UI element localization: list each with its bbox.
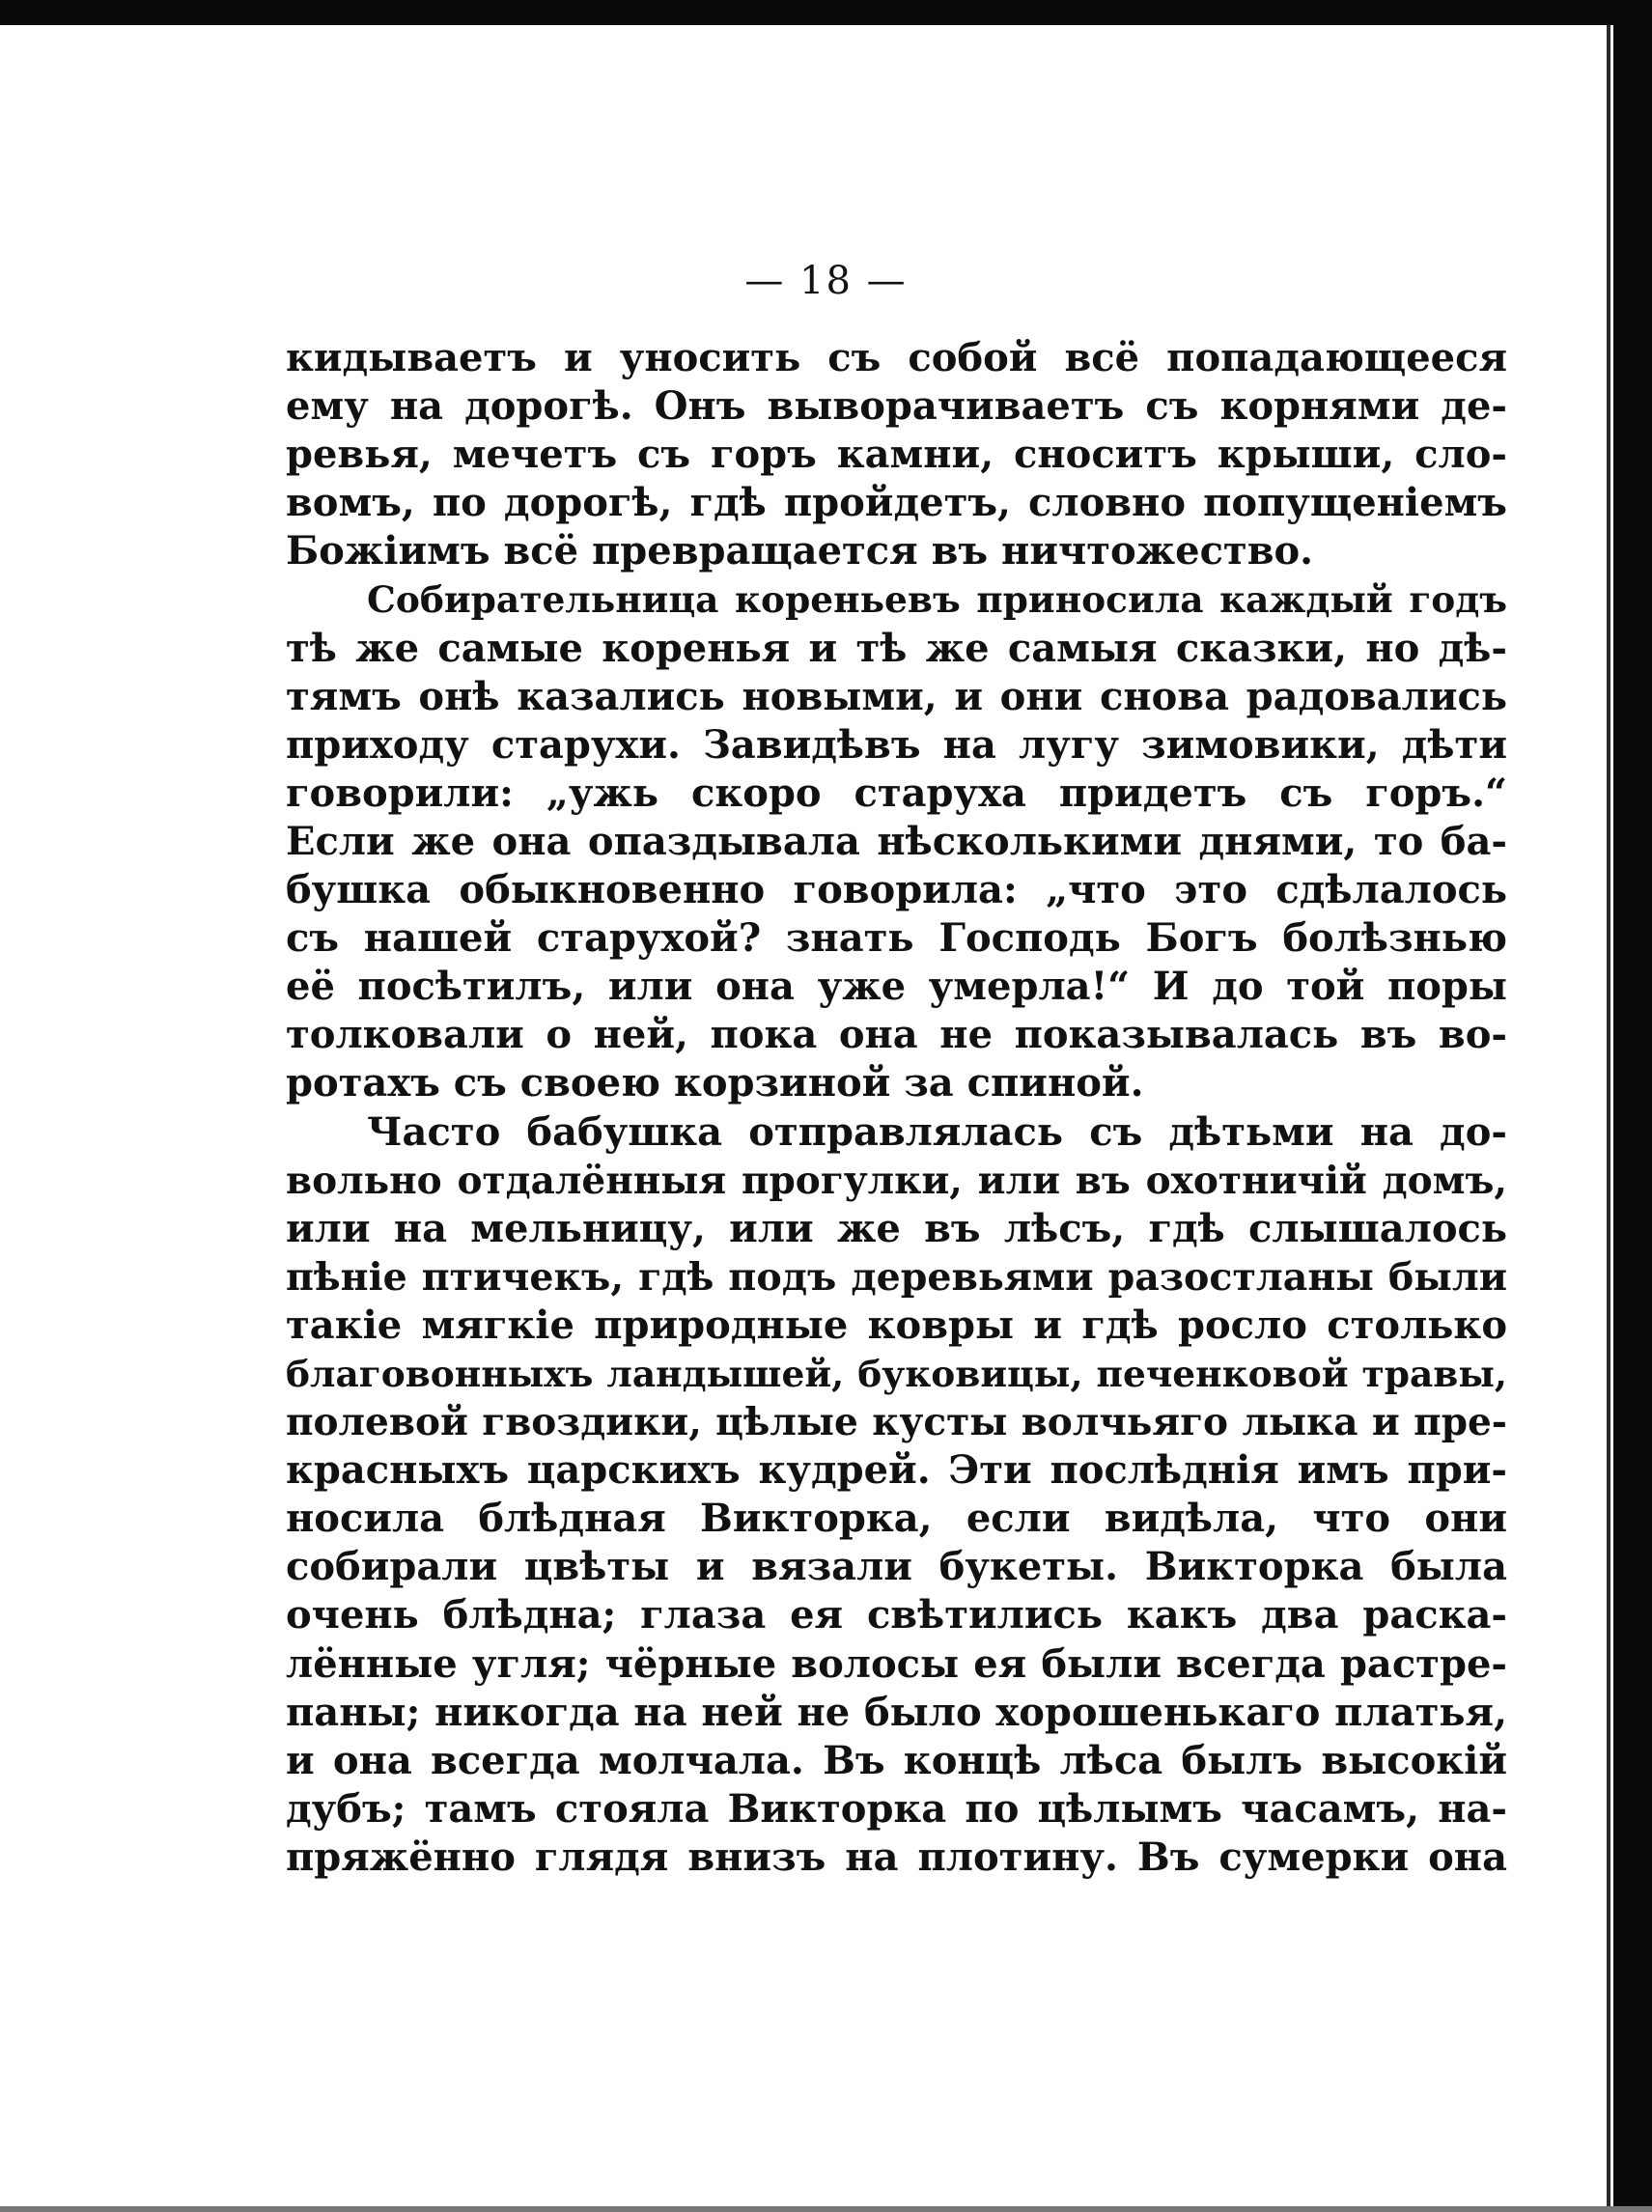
text-line: очень блѣдна; глаза ея свѣтились какъ два раска- bbox=[286, 1592, 1507, 1638]
text-line: или на мельницу, или же въ лѣсъ, гдѣ слышалось bbox=[286, 1205, 1507, 1251]
text-line: кидываетъ и уносить съ собой всё попадающееся bbox=[286, 335, 1507, 380]
text-line: тѣ же самые коренья и тѣ же самыя сказки, но дѣ- bbox=[286, 625, 1507, 671]
text-line: собирали цвѣты и вязали букеты. Викторка была bbox=[286, 1544, 1507, 1590]
text-line: пѣніе птичекъ, гдѣ подъ деревьями разостланы были bbox=[286, 1254, 1507, 1300]
text-line: говорили: „ужь скоро старуха придетъ съ горъ.“ bbox=[286, 770, 1507, 816]
body-text bbox=[286, 334, 1507, 1882]
text-line: и она всегда молчала. Въ концѣ лѣса былъ высокій bbox=[286, 1737, 1507, 1783]
text-line: пряжённо глядя внизъ на плотину. Въ сумерки она bbox=[286, 1834, 1507, 1880]
scan-page-edge bbox=[1607, 25, 1610, 2212]
text-line: ротахъ съ своею корзиной за спиной. bbox=[286, 1060, 1144, 1106]
scan-bottom-edge bbox=[0, 2206, 1652, 2212]
text-line: съ нашей старухой? знать Господь Богъ болѣзнью bbox=[286, 915, 1507, 962]
text-line: ему на дорогѣ. Онъ выворачиваетъ съ корнями де- bbox=[286, 383, 1507, 430]
text-line: её посѣтилъ, или она уже умерла!“ И до той поры bbox=[286, 964, 1507, 1010]
text-line: красныхъ царскихъ кудрей. Эти послѣднія имъ при- bbox=[286, 1447, 1507, 1494]
text-line: приходу старухи. Завидѣвъ на лугу зимовики, дѣти bbox=[286, 721, 1507, 768]
text-line: Часто бабушка отправлялась съ дѣтьми на до- bbox=[367, 1108, 1507, 1155]
text-line: бушка обыкновенно говорила: „что это сдѣлалось bbox=[286, 867, 1507, 913]
text-line: благовонныхъ ландышей, буковицы, печенковой травы, bbox=[286, 1352, 1507, 1395]
text-line: Собирательница кореньевъ приносила каждый годъ bbox=[367, 578, 1507, 622]
text-line: Божіимъ всё превращается въ ничтожество. bbox=[286, 528, 1314, 574]
page-number: — 18 — bbox=[744, 259, 908, 303]
text-line: вольно отдалённыя прогулки, или въ охотничій домъ, bbox=[286, 1158, 1507, 1203]
text-line: полевой гвоздики, цѣлые кусты волчьяго лыка и пре- bbox=[286, 1400, 1507, 1445]
text-line: такіе мягкіе природные ковры и гдѣ росло столько bbox=[286, 1302, 1507, 1348]
text-line: тямъ онѣ казались новыми, и они снова радовались bbox=[286, 673, 1507, 719]
text-line: лённые угля; чёрные волосы ея были всегда растре- bbox=[286, 1640, 1507, 1687]
text-line: Если же она опаздывала нѣсколькими днями, то ба- bbox=[286, 818, 1507, 864]
scan-right-border bbox=[1613, 0, 1652, 2212]
text-line: дубъ; тамъ стояла Викторка по цѣлымъ часамъ, на- bbox=[286, 1785, 1507, 1832]
text-line: носила блѣдная Викторка, если видѣла, что они bbox=[286, 1496, 1507, 1542]
scan-top-border bbox=[0, 0, 1652, 25]
text-line: паны; никогда на ней не было хорошенькаго платья, bbox=[286, 1689, 1507, 1735]
text-line: толковали о ней, пока она не показывалась въ во- bbox=[286, 1012, 1507, 1058]
text-line: вомъ, по дорогѣ, гдѣ пройдетъ, словно попущеніемъ bbox=[286, 480, 1507, 526]
text-line: ревья, мечетъ съ горъ камни, сноситъ крыши, сло- bbox=[286, 432, 1507, 478]
